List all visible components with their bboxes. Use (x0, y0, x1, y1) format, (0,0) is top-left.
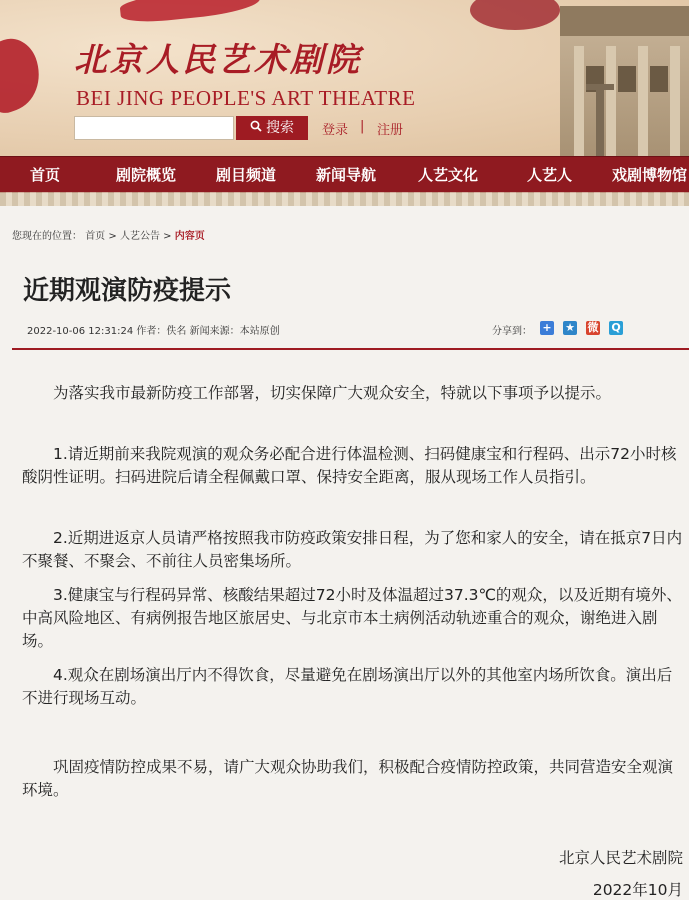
article-paragraph: 为落实我市最新防疫工作部署，切实保障广大观众安全，特就以下事项予以提示。 (53, 384, 612, 402)
plus-share-icon[interactable]: + (540, 321, 554, 335)
register-link[interactable]: 注册 (377, 123, 404, 138)
breadcrumb-item-home[interactable]: 首页 (85, 231, 106, 242)
nav-item-home[interactable]: 首页 (30, 166, 61, 184)
article-signature: 北京人民艺术剧院 (558, 849, 683, 867)
nav-item-culture[interactable]: 人艺文化 (418, 166, 479, 184)
title-divider (12, 348, 689, 350)
breadcrumb (12, 227, 205, 242)
article-meta: 2022-10-06 12:31:24 作者：佚名 新闻来源：本站原创 (27, 326, 280, 337)
site-header (0, 0, 689, 156)
breadcrumb-item-announcements[interactable]: 人艺公告 (119, 231, 160, 242)
search-input[interactable] (74, 116, 234, 140)
article-paragraph: 1.请近期前来我院观演的观众务必配合进行体温检测、扫码健康宝和行程码、出示72小时核酸阴性证明。扫码进院后请全程佩戴口罩、保持安全距离，服从现场工作人员指引。 (22, 445, 677, 486)
search-icon (250, 116, 262, 140)
weibo-share-icon[interactable]: 微 (587, 321, 599, 334)
article-paragraph: 4.观众在剧场演出厅内不得饮食，尽量避免在剧场演出厅以外的其他室内场所饮食。演出后不进行现场互动。 (22, 666, 673, 707)
theatre-building-image (560, 6, 689, 156)
main-nav (0, 156, 689, 193)
breadcrumb-separator: > (163, 231, 172, 242)
qq-share-icon[interactable]: Q (609, 321, 623, 335)
site-logo[interactable]: 北京人民艺术剧院 (74, 40, 362, 79)
breadcrumb-item-current: 内容页 (174, 231, 205, 242)
star-share-icon[interactable]: ★ (563, 321, 577, 335)
nav-item-news[interactable]: 新闻导航 (316, 166, 377, 184)
search-button[interactable] (236, 116, 308, 140)
article-title: 近期观演防疫提示 (23, 276, 232, 306)
nav-item-repertoire[interactable]: 剧目频道 (216, 166, 277, 184)
site-logo-english: BEI JING PEOPLE'S ART THEATRE (76, 86, 416, 110)
article-date: 2022年10月 (592, 881, 683, 899)
breadcrumb-prefix: 您现在的位置： (12, 231, 82, 242)
nav-decorative-border (0, 192, 689, 206)
nav-item-people[interactable]: 人艺人 (527, 166, 573, 184)
header-separator: | (360, 119, 365, 134)
nav-item-museum[interactable]: 戏剧博物馆 (612, 166, 688, 184)
nav-item-overview[interactable]: 剧院概览 (116, 166, 177, 184)
lamp-post-image (596, 90, 604, 156)
search-button-label: 搜索 (266, 120, 294, 136)
article-paragraph: 3.健康宝与行程码异常、核酸结果超过72小时及体温超过37.3℃的观众，以及近期有境外、中高风险地区、有病例报告地区旅居史、与北京市本土病例活动轨迹重合的观众，谢绝进入剧场。 (22, 586, 682, 650)
breadcrumb-separator: > (108, 231, 117, 242)
share-label: 分享到： (492, 326, 532, 337)
login-link[interactable]: 登录 (322, 123, 349, 138)
article-paragraph: 巩固疫情防控成果不易，请广大观众协助我们，积极配合疫情防控政策，共同营造安全观演环境。 (22, 758, 674, 799)
article-paragraph: 2.近期进返京人员请严格按照我市防疫政策安排日程，为了您和家人的安全，请在抵京7日内不聚餐、不聚会、不前往人员密集场所。 (22, 529, 683, 570)
